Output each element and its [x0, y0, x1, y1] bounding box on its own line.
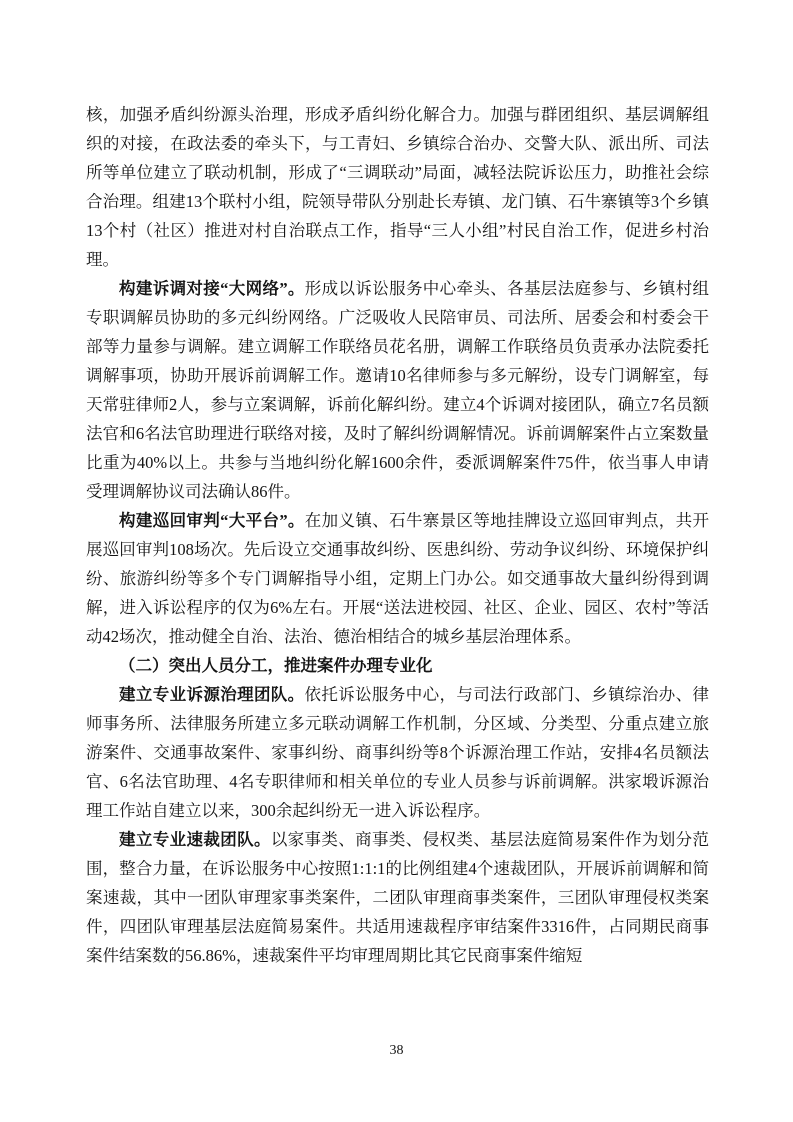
paragraph-text: 以家事类、商事类、侵权类、基层法庭简易案件作为划分范围，整合力量，在诉讼服务中心按照1:1:1的比例组建4个速裁团队，开展诉前调解和简案速裁，其中一团队审理家事类案件，二团队审理商事类案件，三团队审理侵权类案件，四团队审理基层法庭简易案件。共适用速裁程序审结案件3316件，占同期民商事案件结案数的56.86%，速裁案件平均审理周期比其它民商事案件缩短 [86, 830, 710, 965]
paragraph-dispute-network [86, 274, 709, 506]
paragraph-text: 依托诉讼服务中心，与司法行政部门、乡镇综治办、律师事务所、法律服务所建立多元联动调解工作机制，分区域、分类型、分重点建立旅游案件、交通事故案件、家事纠纷、商事纠纷等8个诉源治理工作站，安排4名员额法官、6名法官助理、4名专职律师和相关单位的专业人员参与诉前调解。洪家塅诉源治理工作站自建立以来，300余起纠纷无一进入诉讼程序。 [86, 685, 710, 820]
paragraph-text: 形成以诉讼服务中心牵头、各基层法庭参与、乡镇村组专职调解员协助的多元纠纷网络。广泛吸收人民陪审员、司法所、居委会和村委会干部等力量参与调解。建立调解工作联络员花名册，调解工作联络员负责承办法院委托调解事项，协助开展诉前调解工作。邀请10名律师参与多元解纷，设专门调解室，每天常驻律师2人，参与立案调解，诉前化解纠纷。建立4个诉调对接团队，确立7名员额法官和6名法官助理进行联络对接，及时了解纠纷调解情况。诉前调解案件占立案数量比重为40%以上。共参与当地纠纷化解1600余件，委派调解案件75件，依当事人申请受理调解协议司法确认86件。 [86, 279, 710, 501]
paragraph-lead: 构建诉调对接“大网络”。 [119, 279, 305, 298]
paragraph-continuation [86, 100, 709, 274]
paragraph-circuit-trial-platform [86, 506, 709, 651]
paragraph-lead: 建立专业诉源治理团队。 [119, 685, 305, 704]
paragraph-lead: 构建巡回审判“大平台”。 [119, 511, 305, 530]
paragraph-fast-track-team [86, 825, 709, 970]
section-heading: （二）突出人员分工，推进案件办理专业化 [119, 656, 433, 675]
paragraph-text: 在加义镇、石牛寨景区等地挂牌设立巡回审判点，共开展巡回审判108场次。先后设立交通事故纠纷、医患纠纷、劳动争议纠纷、环境保护纠纷、旅游纠纷等多个专门调解指导小组，定期上门办公。如交通事故大量纠纷得到调解，进入诉讼程序的仅为6%左右。开展“送法进校园、社区、企业、园区、农村”等活动42场次，推动健全自治、法治、德治相结合的城乡基层治理体系。 [86, 511, 710, 646]
paragraph-lead: 建立专业速裁团队。 [119, 830, 271, 849]
page-number: 38 [389, 1043, 404, 1058]
paragraph-text: 核，加强矛盾纠纷源头治理，形成矛盾纠纷化解合力。加强与群团组织、基层调解组织的对接，在政法委的牵头下，与工青妇、乡镇综合治办、交警大队、派出所、司法所等单位建立了联动机制，形成了“三调联动”局面，减轻法院诉讼压力，助推社会综合治理。组建13个联村小组，院领导带队分别赴长寿镇、龙门镇、石牛寨镇等3个乡镇13个村（社区）推进对村自治联点工作，指导“三人小组”村民自治工作，促进乡村治理。 [86, 105, 709, 269]
paragraph-litigation-source-team [86, 680, 709, 825]
